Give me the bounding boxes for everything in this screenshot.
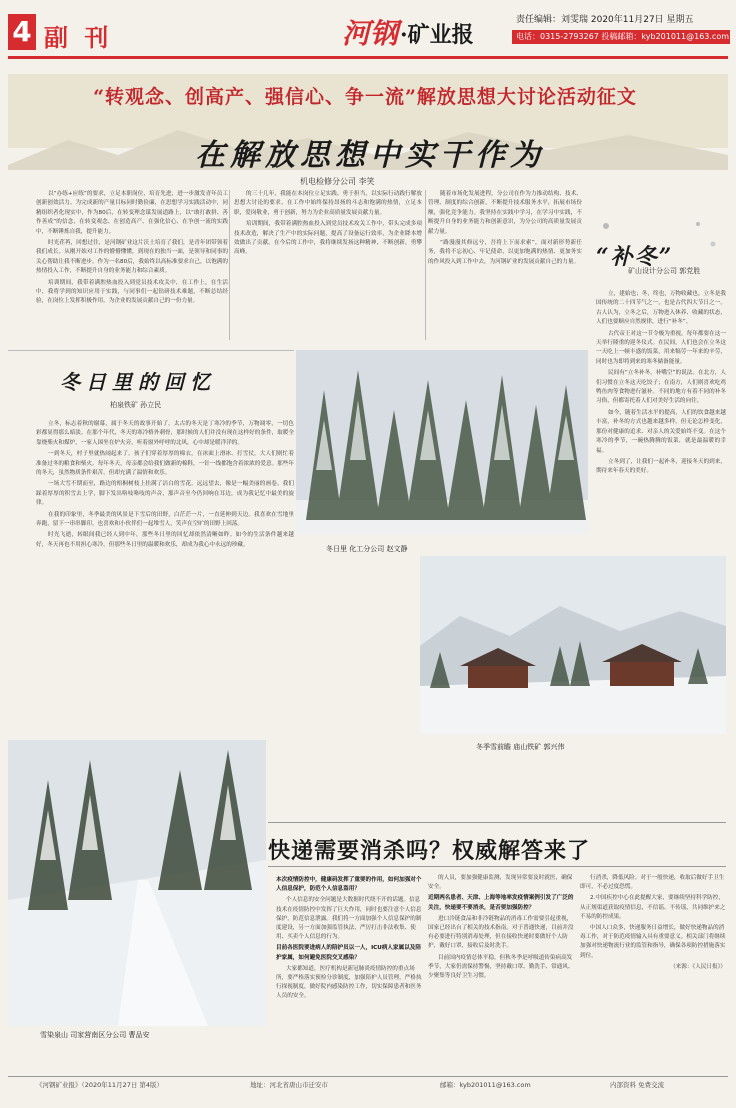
qa-title-rule	[268, 866, 726, 867]
qa-column-2	[428, 874, 574, 1070]
paragraph: 立，建始也；冬，终也，万物收藏也。立冬是我国传统的二十四节气之一，也是古代四大节日之一。古人认为，立冬之后，万物进入休养、收藏的状态，人们也要顺应自然规律，进行“补冬”。	[596, 291, 726, 326]
qa-answer: 2.中国疾控中心在此提醒大家，要继续坚持科学防控，从正规渠道获取疫情信息，不信谣、不传谣，共同维护来之不易的防控成果。	[580, 895, 726, 920]
article-column-2	[234, 190, 422, 340]
qa-answer: 进口冷链食品和非冷链物品的消毒工作需要引起重视，国家已经出台了相关的技术指南。对于普通快递，目前并没有必要进行特别消毒处理，但在接收快递时要做好个人防护，戴好口罩，接收后及时洗手。	[428, 915, 574, 950]
article-column-3	[428, 190, 582, 340]
winter-byline: 柏泉铁矿 孙立民	[110, 401, 162, 409]
qa-answer: 的人员，要加强健康监测，发现异常要及时就医，确保安全。	[428, 875, 573, 891]
qa-column-3	[580, 874, 726, 1070]
paragraph: 以“办练+应练”的要求，立足本职岗位，培育先进，进一步激发青年员工创新创效活力。为完成新的产量目标同时勤俭廉，在思想学习实践活动中，同精组织者化现实中，作为80后，在转变理念谋发展道路上，以“敢打敢拼、善作善成”的信念，在转变观念、在创造高产、在强化信心、在争创一流的实践中，不断锤炼自我，提升能力。	[36, 191, 228, 235]
qa-question: 本次疫情防控中，健康码发挥了重要的作用，如何加强对个人信息保护，防范个人信息盗用？	[276, 877, 422, 893]
paragraph: 时光荏苒，回想过往，是河钢矿业这片沃土培育了我们，是青年团带领着我们成长。从刚开始对工作的懵懵懂懂，到现在的独当一面，是领导和同事的关心帮助让我不断进步。作为一名80后，我始终以高标准要求自己，以饱满的热情投入工作，不断提升自身的业务能力和综合素质。	[36, 240, 228, 275]
photo-caption-1: 冬日里 化工分公司 赵文静	[326, 545, 408, 553]
footer-note: 内部资料 免费交流	[610, 1081, 665, 1089]
paragraph: 时光飞逝，转眼间我已经人到中年，那些冬日里的回忆却依然清晰如昨。如今的生活条件越来越好，冬天再也不用担心寒冷，但那些冬日里的温暖和欢乐，却成为我心中永远的珍藏。	[36, 532, 294, 548]
qa-column-1	[276, 874, 422, 1070]
column-divider	[425, 190, 426, 340]
qa-answer: 大家都知道，医疗机构是新冠肺炎疫情防控的重点场所，要严格落实预检分诊制度，加强陪护人员管理，严格执行探视制度，做好院内感染防控工作，切实保障患者和医务人员的安全。	[276, 965, 422, 1000]
photo-caption-2: 雪染泉山 司家营南区分公司 曹品安	[40, 1031, 150, 1039]
paragraph: 古代帝王对这一节令极为重视，每年都要在这一天举行隆重的迎冬仪式。在民间，人们也会在立冬这一天吃上一顿丰盛的饭菜，用来犒劳一年来的辛劳，同时也为即将到来的寒冬储备能量。	[596, 330, 726, 365]
snowflake-decoration	[588, 214, 722, 274]
photo-snow-path	[8, 740, 266, 1026]
column-divider	[229, 190, 230, 340]
buxiang-byline: 矿山设计分公司 郭党胜	[628, 267, 701, 275]
paragraph: 民间有“立冬补冬，补嘴空”的说法。在北方，人们习惯在立冬这天吃饺子；在南方，人们则喜欢吃鸡鸭鱼肉等食物进行滋补。不同的地方有着不同的补冬习俗，但都寄托着人们对美好生活的向往。	[596, 370, 726, 405]
qa-question: 目前各医院要进病人的陪护员以一人，ICU病人家属以及陪护家属，如何避免医院交叉感染？	[276, 945, 421, 961]
photo-snow-pavilion	[420, 556, 726, 734]
footer-pub: 《河钢矿业报》（2020年11月27日 第4版）	[36, 1081, 164, 1089]
section-name: 副 刊	[44, 23, 113, 52]
qa-question: 近期两名患者、天津、上海等地率发疫情案例引发了广泛的关注，快递要不要消杀，是否要加强防控？	[428, 895, 574, 911]
photo-caption-3: 冬季雪前瞻 庙山铁矿 郭兴伟	[476, 743, 565, 751]
buxiang-title: “补冬”	[596, 244, 674, 270]
qa-top-rule	[268, 822, 726, 823]
buxiang-body	[596, 290, 726, 526]
contact-bar: 电话：0315-2793267 投稿邮箱：kyb201011@163.com	[512, 30, 730, 44]
photo-snowy-trees	[296, 350, 588, 534]
paragraph: 的三十几年，我能在本岗位立足实践、勇于担当，以实际行动践行解放思想大讨论的要求，在工作中始终保持昂扬的斗志和饱满的热情，立足本职，爱岗敬业，勇于创新，努力为企业高质量发展贡献力量。	[234, 191, 422, 216]
paragraph: 如今，随着生活水平的提高，人们的饮食越来越丰富，补冬的方式也越来越多样。但无论怎样变化，那份对健康的追求、对亲人的关爱始终不变。在这个寒冷的季节，一碗热腾腾的饭菜，就是最温暖的幸福。	[596, 409, 726, 454]
footer-email: 邮箱：kyb201011@163.com	[440, 1081, 531, 1089]
winter-body	[36, 420, 294, 726]
paragraph: 培训期间，我带着满腔热血投入到党员技术攻关工作中，带头完成多项技术改造，解决了生产中的实际问题，提高了设备运行效率，为企业降本增效做出了贡献。在今后的工作中，我将继续发扬这种精神，不断创新，勇攀高峰。	[234, 221, 422, 256]
qa-title: 快递需要消杀吗？权威解答来了	[268, 838, 591, 864]
paragraph: 立冬到了，让我们一起补冬，迎接冬天的到来，期待来年春天的美好。	[596, 458, 726, 475]
qa-answer: 目前国内疫情总体平稳，但秋冬季是呼吸道传染病高发季节，大家仍需保持警惕，坚持戴口罩、勤洗手、常通风、少聚集等良好卫生习惯。	[428, 954, 574, 980]
article-byline: 机电检修分公司 李笑	[300, 177, 375, 186]
footer-address: 地址：河北省唐山市迁安市	[250, 1081, 328, 1089]
qa-answer: 个人信息的安全问题是大数据时代绕不开的话题。信息技术在疫情防控中发挥了巨大作用，同时也要注意个人信息保护，防范信息泄露。我们将一方面加强个人信息保护的制度建设，另一方面加强监管执法，严厉打击非法收集、使用、买卖个人信息的行为。	[276, 897, 422, 941]
qa-answer: 中国人口众多，快递服务日益增长，做好快递物品的消毒工作，对于防范疫情输入具有重要意义。相关部门将继续加强对快递物流行业的监管和指导，确保各项防控措施落实到位。	[580, 925, 726, 959]
newspaper-logo: 河钢	[342, 17, 399, 50]
section-divider	[8, 350, 294, 351]
article-title: 在解放思想中实干作为	[195, 138, 545, 173]
newspaper-logo-sub: ·矿业报	[400, 22, 474, 48]
banner-headline: “转观念、创高产、强信心、争一流”解放思想大讨论活动征文	[93, 86, 637, 108]
editor-date-line: 责任编辑：刘雯瑞 2020年11月27日 星期五	[516, 15, 694, 25]
top-rule	[8, 56, 728, 59]
paragraph: 一场大雪不期而至，路边的梧桐树枝上挂满了洁白的雪花，远远望去，像是一幅美丽的画卷。我们踩着厚厚的积雪去上学，脚下发出咯吱咯吱的声音，那声音至今仍回响在耳边，成为我记忆中最美的旋律。	[36, 481, 294, 507]
qa-source: （来源：《人民日报》）	[670, 963, 726, 970]
winter-title: 冬日里的回忆	[60, 370, 216, 394]
article-column-1	[36, 190, 228, 342]
footer-rule	[8, 1076, 728, 1077]
paragraph: 立冬，标志着秋的谢幕，属于冬天的故事开始了。太古的冬天是丁寒冷的季节，万物凋零，一切色彩都显得那么暗淡。在那个年代，冬天的寒冷格外刺骨，那时候的人们并没有现在这样好的条件，取暖全靠烧柴火和煤炉，一家人围坐在炉火旁，听着窗外呼呼的北风，心中却是暖洋洋的。	[36, 421, 294, 446]
paragraph: 在我的印象里，冬季最美的风景是下雪后的田野，白茫茫一片，一直延伸到天边。我喜欢在雪地里奔跑，留下一串串脚印，也喜欢和小伙伴们一起堆雪人，笑声在空旷的田野上回荡。	[36, 511, 294, 528]
paragraph: “路漫漫其修远兮，吾将上下而求索”，面对新形势新任务，我将不忘初心、牢记使命，以更加饱满的热情、更加务实的作风投入到工作中去，为河钢矿业的发展贡献自己的力量。	[428, 240, 582, 265]
paragraph: 一到冬天，村子里就热闹起来了。孩子们穿着厚厚的棉衣，在冰面上滑冰、打雪仗，大人们则忙着准备过冬的粮食和柴火。每年冬天，母亲都会给我们做新的棉鞋，一针一线都饱含着浓浓的爱意。那些年的冬天，虽然物质条件艰苦，但却充满了温情和欢乐。	[36, 451, 294, 477]
paragraph: 培训期间，我带着满腔热血投入到党员技术攻关中，在工作上，在生活中，我将学到的知识应用于实践，与同事们一起钻研技术难题，不断总结经验，在岗位上发挥积极作用，为企业的发展贡献自己的一份力量。	[36, 279, 228, 305]
qa-answer: 行消杀，降低风险。对于一般快递，收取后做好手卫生即可，不必过度恐慌。	[580, 875, 725, 891]
page-number: 4	[8, 14, 36, 50]
paragraph: 随着市场化发展进程，分公司在作为力推动结构、技术、管理、制度的综合创新，不断提升技术服务水平，拓展市场份额，强化竞争能力。我坚持在实践中学习，在学习中实践，不断提升自身的业务能力和创新意识，为分公司的高质量发展贡献力量。	[428, 191, 582, 235]
